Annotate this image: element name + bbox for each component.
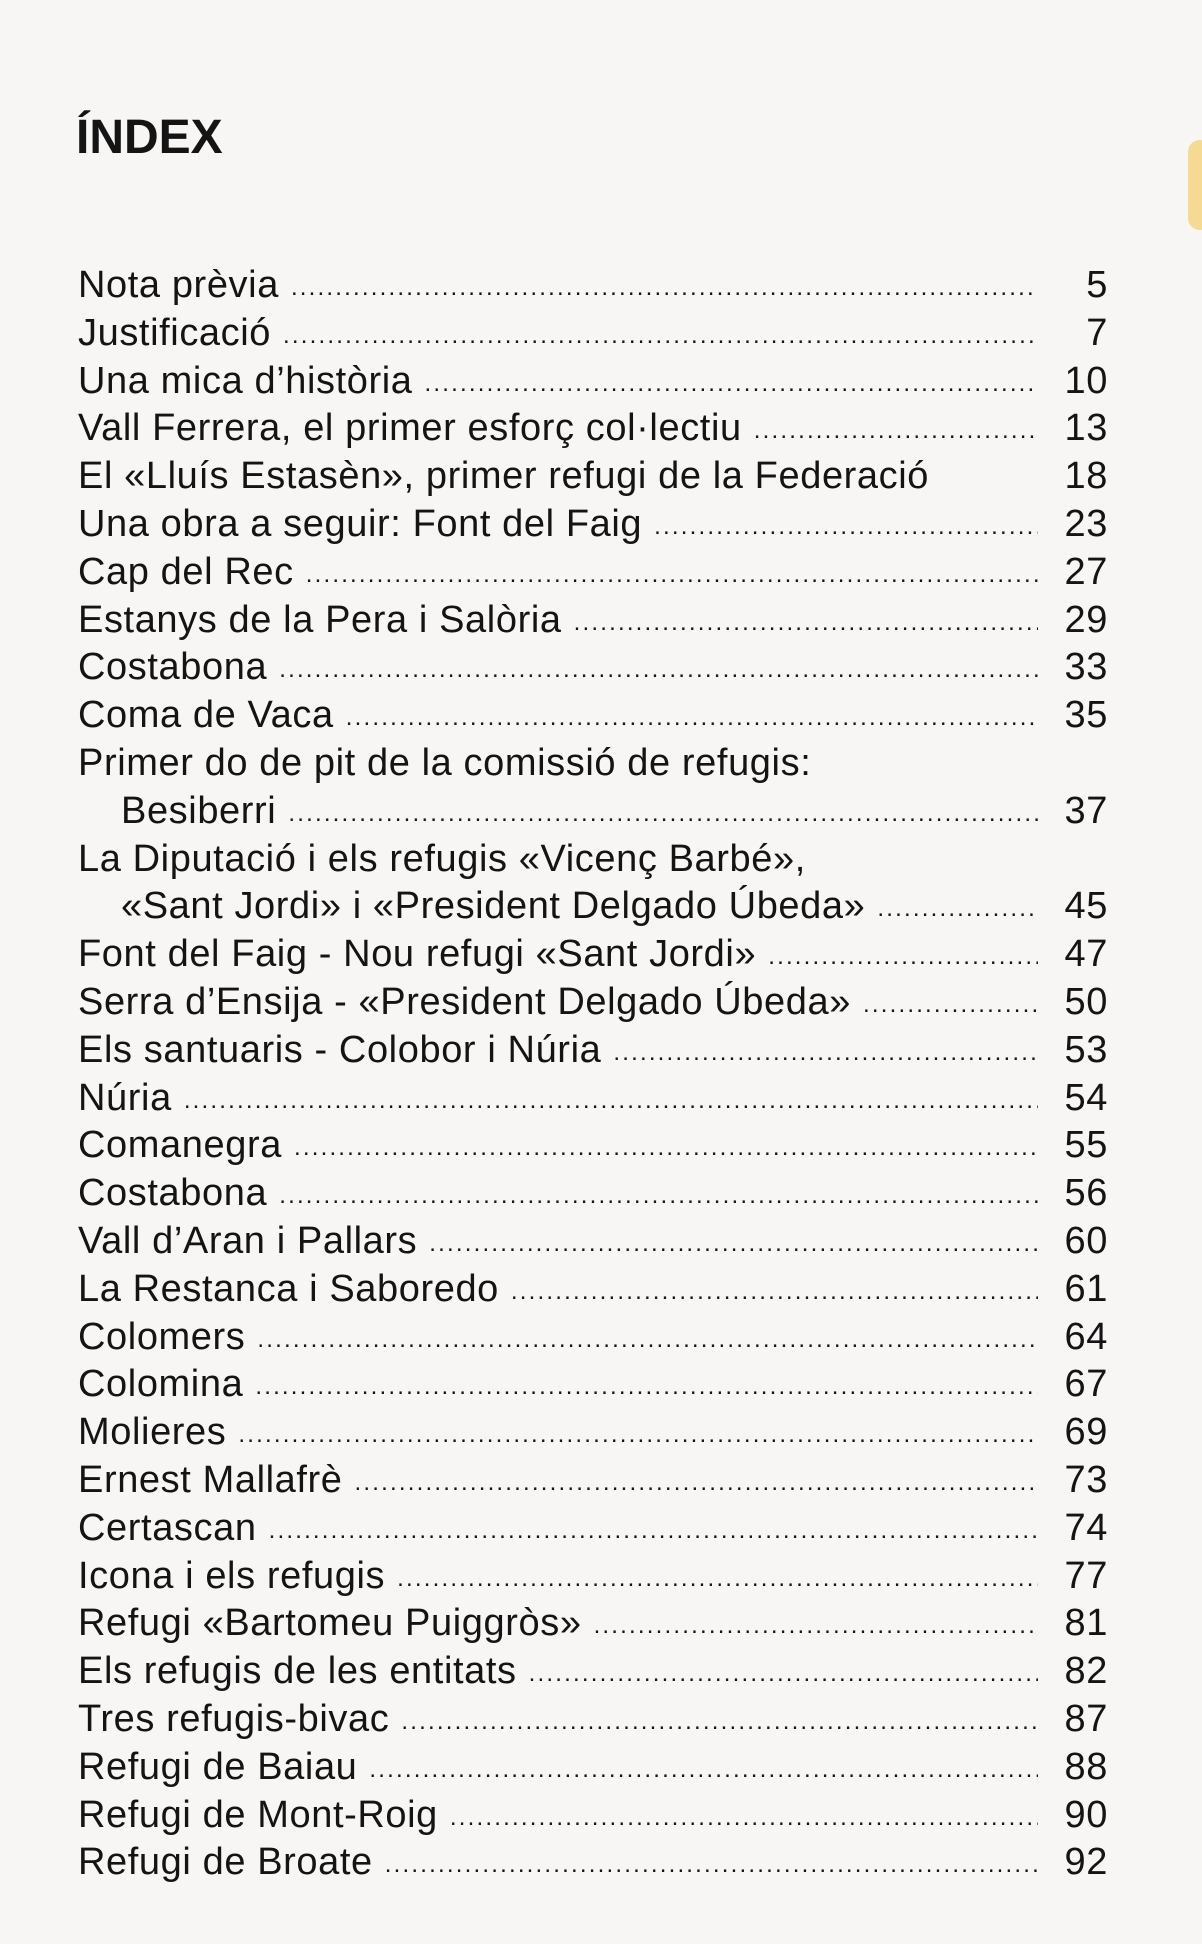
- toc-entry-page: 50: [1064, 980, 1108, 1023]
- dot-leader: [429, 1220, 1038, 1268]
- dot-leader: [877, 885, 1038, 933]
- toc-entry: [78, 836, 1108, 884]
- toc-entry-page: 54: [1064, 1076, 1108, 1119]
- toc-entry-title: Núria: [78, 1076, 172, 1119]
- toc-entry-title: Vall d’Aran i Pallars: [78, 1219, 418, 1262]
- dot-leader: [291, 264, 1038, 312]
- toc-entry-title: Molieres: [78, 1411, 227, 1454]
- toc-entry-title: Cap del Rec: [78, 550, 294, 593]
- toc-entry-page: 81: [1064, 1602, 1108, 1645]
- dot-leader: [184, 1077, 1038, 1125]
- toc-entry-page: 64: [1064, 1315, 1108, 1358]
- toc-entry-title: Serra d’Ensija - «President Delgado Úbeda»: [78, 980, 851, 1023]
- toc-entry: [78, 740, 1108, 788]
- toc-entry-title: Justificació: [78, 311, 272, 354]
- dot-leader: [425, 360, 1038, 408]
- dot-leader: [306, 551, 1038, 599]
- toc-entry-page: 33: [1064, 646, 1108, 689]
- toc-entry: [78, 1553, 1108, 1601]
- toc-entry: [78, 1600, 1108, 1648]
- toc-entry-title: Font del Faig - Nou refugi «Sant Jordi»: [78, 933, 757, 976]
- toc-entry-page: 10: [1064, 359, 1108, 402]
- toc-entry: [78, 1218, 1108, 1266]
- table-of-contents: [78, 262, 1108, 1887]
- toc-entry-title: Costabona: [78, 646, 268, 689]
- toc-entry: [78, 358, 1108, 406]
- page-title: ÍNDEX: [76, 111, 223, 164]
- dot-leader: [255, 1363, 1038, 1411]
- toc-entry: [78, 1122, 1108, 1170]
- toc-entry-page: 37: [1064, 789, 1108, 832]
- toc-entry-page: 90: [1064, 1793, 1108, 1836]
- dot-leader: [385, 1841, 1038, 1889]
- toc-entry: [78, 931, 1108, 979]
- dot-leader: [529, 1650, 1038, 1698]
- dot-leader: [401, 1698, 1038, 1746]
- dot-leader: [594, 1602, 1038, 1650]
- toc-entry: [78, 1839, 1108, 1887]
- dot-leader: [754, 407, 1038, 455]
- toc-entry: [78, 1361, 1108, 1409]
- page-edge-tab: [1188, 140, 1202, 230]
- toc-entry-title: Els refugis de les entitats: [78, 1650, 517, 1693]
- toc-entry-title: Icona i els refugis: [78, 1554, 386, 1597]
- dot-leader: [863, 981, 1038, 1029]
- toc-entry-page: 73: [1064, 1458, 1108, 1501]
- dot-leader: [294, 1124, 1038, 1172]
- dot-leader: [574, 599, 1038, 647]
- toc-entry-title: «Sant Jordi» i «President Delgado Úbeda»: [121, 885, 866, 928]
- toc-entry: [78, 597, 1108, 645]
- toc-entry-title: Refugi de Broate: [78, 1841, 373, 1884]
- toc-entry-page: 82: [1064, 1650, 1108, 1693]
- dot-leader: [450, 1794, 1038, 1842]
- toc-entry-page: 18: [1064, 455, 1108, 498]
- toc-entry: [78, 1409, 1108, 1457]
- dot-leader: [279, 1172, 1038, 1220]
- toc-entry-page: 29: [1064, 598, 1108, 641]
- toc-entry-page: 35: [1064, 694, 1108, 737]
- toc-entry-page: 27: [1064, 550, 1108, 593]
- toc-entry-title: Refugi de Mont-Roig: [78, 1793, 438, 1836]
- toc-entry-page: 60: [1064, 1219, 1108, 1262]
- dot-leader: [238, 1411, 1038, 1459]
- dot-leader: [257, 1316, 1038, 1364]
- toc-entry-title: El «Lluís Estasèn», primer refugi de la Federació: [78, 455, 930, 498]
- toc-entry-page: 74: [1064, 1506, 1108, 1549]
- toc-entry-page: 55: [1064, 1124, 1108, 1167]
- dot-leader: [511, 1268, 1038, 1316]
- toc-entry-page: 92: [1064, 1841, 1108, 1884]
- toc-entry: [78, 1266, 1108, 1314]
- toc-entry: [78, 1457, 1108, 1505]
- toc-entry: [78, 1505, 1108, 1553]
- toc-entry-page: 61: [1064, 1267, 1108, 1310]
- toc-entry-page: 77: [1064, 1554, 1108, 1597]
- toc-entry: [78, 1170, 1108, 1218]
- toc-entry-page: 87: [1064, 1697, 1108, 1740]
- toc-entry-title: Primer do de pit de la comissió de refugis:: [78, 741, 812, 784]
- toc-entry-title: Besiberri: [121, 789, 277, 832]
- toc-entry: [78, 1744, 1108, 1792]
- toc-entry: [78, 883, 1108, 931]
- toc-entry-title: Costabona: [78, 1172, 268, 1215]
- toc-entry: [78, 453, 1108, 501]
- toc-entry-page: 67: [1064, 1363, 1108, 1406]
- toc-entry-title: Refugi «Bartomeu Puiggròs»: [78, 1602, 582, 1645]
- toc-entry: [78, 1027, 1108, 1075]
- toc-entry: [78, 1075, 1108, 1123]
- toc-entry-title: Nota prèvia: [78, 264, 279, 306]
- toc-entry: [78, 1648, 1108, 1696]
- toc-entry: [78, 979, 1108, 1027]
- toc-entry: [78, 1314, 1108, 1362]
- toc-entry-page: 56: [1064, 1172, 1108, 1215]
- toc-entry: [78, 1696, 1108, 1744]
- toc-entry: [78, 788, 1108, 836]
- dot-leader: [369, 1746, 1038, 1794]
- toc-entry: [78, 1792, 1108, 1840]
- toc-entry: [78, 549, 1108, 597]
- toc-entry: [78, 262, 1108, 310]
- toc-entry: [78, 501, 1108, 549]
- toc-entry-title: Refugi de Baiau: [78, 1745, 358, 1788]
- toc-entry: [78, 310, 1108, 358]
- toc-entry-title: Una obra a seguir: Font del Faig: [78, 502, 643, 545]
- toc-entry-title: Vall Ferrera, el primer esforç col·lectiu: [78, 407, 742, 450]
- toc-entry-page: 45: [1064, 885, 1108, 928]
- toc-entry-title: Ernest Mallafrè: [78, 1458, 343, 1501]
- dot-leader: [768, 933, 1038, 981]
- toc-entry-title: Una mica d’història: [78, 359, 413, 402]
- dot-leader: [279, 646, 1038, 694]
- dot-leader: [283, 312, 1038, 360]
- toc-entry: [78, 405, 1108, 453]
- toc-entry: [78, 644, 1108, 692]
- toc-entry-page: 5: [1086, 264, 1108, 306]
- toc-entry-title: Comanegra: [78, 1124, 282, 1167]
- dot-leader: [355, 1459, 1038, 1507]
- toc-entry-title: La Restanca i Saboredo: [78, 1267, 499, 1310]
- toc-entry: [78, 692, 1108, 740]
- dot-leader: [613, 1029, 1038, 1077]
- toc-entry-page: 47: [1064, 933, 1108, 976]
- toc-entry-page: 13: [1064, 407, 1108, 450]
- toc-entry-title: La Diputació i els refugis «Vicenç Barbé»,: [78, 837, 806, 880]
- toc-entry-title: Certascan: [78, 1506, 257, 1549]
- dot-leader: [397, 1555, 1038, 1603]
- dot-leader: [269, 1507, 1038, 1555]
- toc-entry-page: 7: [1086, 311, 1108, 354]
- toc-entry-page: 23: [1064, 502, 1108, 545]
- toc-entry-title: Tres refugis-bivac: [78, 1697, 390, 1740]
- toc-entry-title: Els santuaris - Colobor i Núria: [78, 1028, 602, 1071]
- toc-entry-title: Colomina: [78, 1363, 244, 1406]
- toc-entry-title: Colomers: [78, 1315, 246, 1358]
- toc-entry-page: 53: [1064, 1028, 1108, 1071]
- toc-entry-page: 88: [1064, 1745, 1108, 1788]
- dot-leader: [288, 790, 1038, 838]
- toc-entry-title: Coma de Vaca: [78, 694, 334, 737]
- toc-entry-page: 69: [1064, 1411, 1108, 1454]
- dot-leader: [346, 694, 1038, 742]
- toc-entry-title: Estanys de la Pera i Salòria: [78, 598, 562, 641]
- dot-leader: [654, 503, 1038, 551]
